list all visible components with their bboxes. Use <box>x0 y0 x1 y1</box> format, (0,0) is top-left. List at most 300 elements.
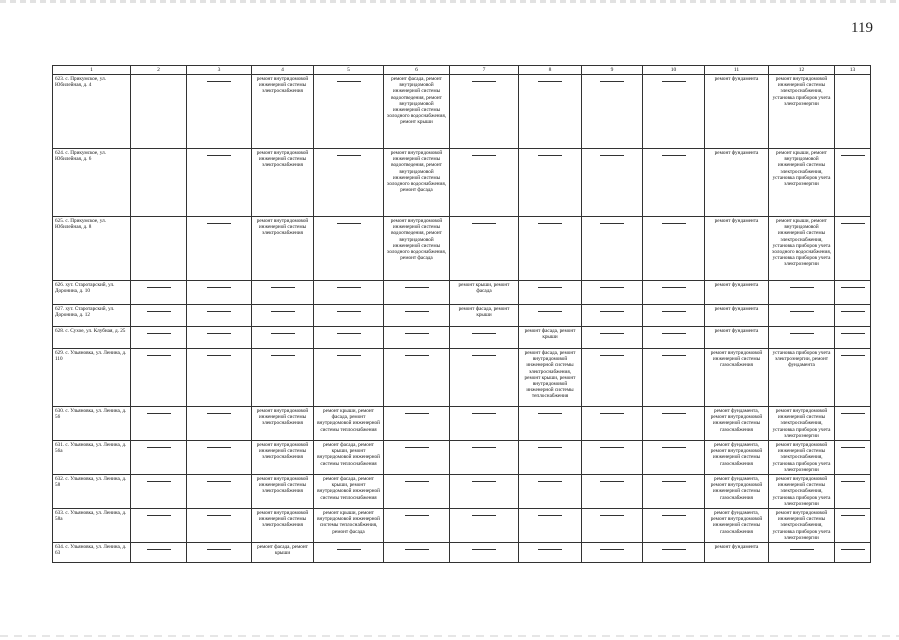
dash-mark <box>538 223 562 224</box>
work-description-cell: ремонт внутридомовой инженерной системы электроснабжения <box>252 509 314 543</box>
address-text: с. Ульяновка, ул. Ленина, д. 110 <box>55 350 127 363</box>
address-text: с. Ульяновка, ул. Ленина, д. 58 <box>55 476 127 489</box>
address-cell <box>53 281 131 305</box>
dash-mark <box>405 287 429 288</box>
empty-dash-cell <box>835 475 871 509</box>
column-number-cell: 10 <box>643 66 705 75</box>
dash-mark <box>472 333 496 334</box>
empty-dash-cell <box>384 441 450 475</box>
empty-dash-cell <box>187 475 252 509</box>
empty-dash-cell <box>252 281 314 305</box>
dash-mark <box>207 481 231 482</box>
empty-dash-cell <box>450 441 519 475</box>
address-cell <box>53 475 131 509</box>
dash-mark <box>790 287 814 288</box>
dash-mark <box>841 413 865 414</box>
dash-mark <box>147 481 171 482</box>
dash-mark <box>472 481 496 482</box>
dash-mark <box>472 223 496 224</box>
address-text: с. Прикумское, ул. Юбилейная, д. 4 <box>55 76 107 89</box>
empty-dash-cell <box>187 305 252 327</box>
dash-mark <box>405 549 429 550</box>
empty-dash-cell <box>582 305 643 327</box>
empty-dash-cell <box>384 305 450 327</box>
work-description-cell: ремонт фундамента <box>705 217 769 281</box>
empty-dash-cell <box>519 305 582 327</box>
empty-dash-cell <box>835 305 871 327</box>
dash-mark <box>600 447 624 448</box>
address-text: с. Ульяновка, ул. Ленина, д. 58а <box>55 510 127 523</box>
work-description-cell: ремонт фасада, ремонт крыши, ремонт внутридомовой инженерной системы теплоснабжения <box>314 441 384 475</box>
empty-dash-cell <box>450 217 519 281</box>
column-number-cell: 12 <box>769 66 835 75</box>
empty-dash-cell <box>384 281 450 305</box>
column-number-cell: 1 <box>53 66 131 75</box>
table-row <box>53 217 871 281</box>
empty-dash-cell <box>769 543 835 563</box>
dash-mark <box>600 549 624 550</box>
empty-dash-cell <box>131 305 187 327</box>
dash-mark <box>337 81 361 82</box>
empty-dash-cell <box>384 327 450 349</box>
row-number: 634. <box>55 544 65 551</box>
address-text: с. Ульяновка, ул. Ленина, д. 63 <box>55 544 127 557</box>
dash-mark <box>600 333 624 334</box>
work-description-cell: ремонт внутридомовой инженерной системы водоотведения, ремонт внутридомовой инженерной системы холодного водоснабжения, ремонт фасада <box>384 217 450 281</box>
work-description-cell: ремонт внутридомовой инженерной системы электроснабжения, установка приборов учета электроэнергии <box>769 509 835 543</box>
empty-dash-cell <box>384 475 450 509</box>
empty-dash-cell <box>384 349 450 407</box>
work-description-cell: ремонт внутридомовой инженерной системы электроснабжения <box>252 475 314 509</box>
empty-dash-cell <box>187 75 252 149</box>
empty-dash-cell <box>131 475 187 509</box>
dash-mark <box>662 549 686 550</box>
work-description-cell: ремонт фундамента, ремонт внутридомовой инженерной системы газоснабжения <box>705 475 769 509</box>
dash-mark <box>405 311 429 312</box>
dash-mark <box>472 515 496 516</box>
empty-dash-cell <box>187 281 252 305</box>
dash-mark <box>662 223 686 224</box>
empty-dash-cell <box>314 217 384 281</box>
dash-mark <box>337 355 361 356</box>
dash-mark <box>600 223 624 224</box>
empty-dash-cell <box>314 327 384 349</box>
dash-mark <box>538 287 562 288</box>
dash-mark <box>472 355 496 356</box>
column-number-cell: 5 <box>314 66 384 75</box>
work-description-cell: ремонт внутридомовой инженерной системы электроснабжения, установка приборов учета электроэнергии <box>769 475 835 509</box>
dash-mark <box>662 447 686 448</box>
row-number: 628. <box>55 328 65 334</box>
work-description-cell: ремонт внутридомовой инженерной системы электроснабжения, установка приборов учета электроэнергии <box>769 441 835 475</box>
dash-mark <box>841 333 865 334</box>
empty-dash-cell <box>450 149 519 217</box>
empty-dash-cell <box>643 281 705 305</box>
dash-mark <box>207 355 231 356</box>
dash-mark <box>147 355 171 356</box>
dash-mark <box>147 333 171 334</box>
address-cell <box>53 305 131 327</box>
table-row <box>53 305 871 327</box>
work-description-cell: ремонт внутридомовой инженерной системы электроснабжения <box>252 149 314 217</box>
dash-mark <box>405 355 429 356</box>
dash-mark <box>147 311 171 312</box>
work-description-cell: ремонт фундамента <box>705 327 769 349</box>
dash-mark <box>147 413 171 414</box>
table-row <box>53 543 871 563</box>
empty-dash-cell <box>582 75 643 149</box>
empty-dash-cell <box>769 281 835 305</box>
empty-dash-cell <box>314 305 384 327</box>
work-description-cell: ремонт фундамента <box>705 149 769 217</box>
empty-dash-cell <box>643 407 705 441</box>
dash-mark <box>538 447 562 448</box>
dash-mark <box>662 287 686 288</box>
column-number-cell: 8 <box>519 66 582 75</box>
work-description-cell <box>835 75 871 149</box>
empty-dash-cell <box>643 305 705 327</box>
empty-dash-cell <box>314 75 384 149</box>
dash-mark <box>841 287 865 288</box>
dash-mark <box>662 81 686 82</box>
dash-mark <box>337 155 361 156</box>
page-number: 119 <box>851 20 873 36</box>
empty-dash-cell <box>187 349 252 407</box>
dash-mark <box>600 287 624 288</box>
empty-dash-cell <box>582 349 643 407</box>
column-number-row <box>53 66 871 75</box>
empty-dash-cell <box>519 475 582 509</box>
dash-mark <box>337 223 361 224</box>
work-description-cell: ремонт фундамента <box>705 75 769 149</box>
column-number-cell: 13 <box>835 66 871 75</box>
address-cell <box>53 149 131 217</box>
row-number: 630. <box>55 408 65 414</box>
dash-mark <box>600 155 624 156</box>
work-description-cell <box>131 217 187 281</box>
empty-dash-cell <box>835 543 871 563</box>
empty-dash-cell <box>252 327 314 349</box>
address-text: с. Ульяновка, ул. Ленина, д. 56 <box>55 408 127 421</box>
address-cell <box>53 75 131 149</box>
dash-mark <box>472 81 496 82</box>
dash-mark <box>207 155 231 156</box>
column-number-cell: 7 <box>450 66 519 75</box>
empty-dash-cell <box>519 75 582 149</box>
empty-dash-cell <box>187 543 252 563</box>
dash-mark <box>600 311 624 312</box>
dash-mark <box>538 549 562 550</box>
dash-mark <box>662 333 686 334</box>
empty-dash-cell <box>643 327 705 349</box>
dash-mark <box>337 549 361 550</box>
empty-dash-cell <box>582 475 643 509</box>
empty-dash-cell <box>384 407 450 441</box>
address-text: с. Прикумское, ул. Юбилейная, д. 8 <box>55 218 107 231</box>
empty-dash-cell <box>314 149 384 217</box>
empty-dash-cell <box>643 543 705 563</box>
dash-mark <box>790 311 814 312</box>
work-description-cell: ремонт внутридомовой инженерной системы водоотведения, ремонт внутридомовой инженерной системы холодного водоснабжения, ремонт фасада <box>384 149 450 217</box>
work-description-cell: ремонт внутридомовой инженерной системы электроснабжения <box>252 217 314 281</box>
empty-dash-cell <box>835 217 871 281</box>
column-number-cell: 11 <box>705 66 769 75</box>
dash-mark <box>600 81 624 82</box>
empty-dash-cell <box>131 281 187 305</box>
work-description-cell: ремонт крыши, ремонт внутридомовой инженерной системы теплоснабжения, ремонт фасада <box>314 509 384 543</box>
empty-dash-cell <box>314 543 384 563</box>
table-row <box>53 509 871 543</box>
row-number: 625. <box>55 218 65 224</box>
empty-dash-cell <box>582 217 643 281</box>
empty-dash-cell <box>187 327 252 349</box>
empty-dash-cell <box>582 149 643 217</box>
dash-mark <box>538 311 562 312</box>
empty-dash-cell <box>252 305 314 327</box>
dash-mark <box>841 311 865 312</box>
empty-dash-cell <box>835 407 871 441</box>
dash-mark <box>207 223 231 224</box>
empty-dash-cell <box>131 349 187 407</box>
empty-dash-cell <box>769 305 835 327</box>
scan-edge-top <box>0 0 899 3</box>
empty-dash-cell <box>131 543 187 563</box>
dash-mark <box>538 413 562 414</box>
work-description-cell: ремонт фундамента <box>705 305 769 327</box>
work-description-cell: ремонт внутридомовой инженерной системы электроснабжения <box>252 407 314 441</box>
dash-mark <box>472 447 496 448</box>
work-description-cell: ремонт внутридомовой инженерной системы электроснабжения <box>252 441 314 475</box>
dash-mark <box>271 333 295 334</box>
dash-mark <box>207 287 231 288</box>
column-number-cell: 2 <box>131 66 187 75</box>
empty-dash-cell <box>643 441 705 475</box>
dash-mark <box>841 549 865 550</box>
dash-mark <box>841 223 865 224</box>
dash-mark <box>405 481 429 482</box>
empty-dash-cell <box>187 217 252 281</box>
dash-mark <box>405 447 429 448</box>
empty-dash-cell <box>450 327 519 349</box>
row-number: 629. <box>55 350 65 356</box>
empty-dash-cell <box>519 407 582 441</box>
dash-mark <box>271 311 295 312</box>
empty-dash-cell <box>131 509 187 543</box>
dash-mark <box>147 549 171 550</box>
dash-mark <box>207 549 231 550</box>
address-text: с. Ульяновка, ул. Ленина, д. 56а <box>55 442 127 455</box>
dash-mark <box>600 413 624 414</box>
dash-mark <box>337 311 361 312</box>
dash-mark <box>207 413 231 414</box>
dash-mark <box>147 447 171 448</box>
dash-mark <box>841 515 865 516</box>
empty-dash-cell <box>252 349 314 407</box>
empty-dash-cell <box>131 407 187 441</box>
dash-mark <box>405 515 429 516</box>
row-number: 626. <box>55 282 65 288</box>
empty-dash-cell <box>835 509 871 543</box>
work-description-cell: ремонт фундамента, ремонт внутридомовой инженерной системы газоснабжения <box>705 441 769 475</box>
empty-dash-cell <box>835 149 871 217</box>
empty-dash-cell <box>384 543 450 563</box>
empty-dash-cell <box>643 475 705 509</box>
work-description-cell <box>131 149 187 217</box>
dash-mark <box>662 355 686 356</box>
work-description-cell: ремонт фасада, ремонт крыши <box>450 305 519 327</box>
row-number: 632. <box>55 476 65 483</box>
dash-mark <box>662 515 686 516</box>
empty-dash-cell <box>769 327 835 349</box>
empty-dash-cell <box>519 509 582 543</box>
dash-mark <box>790 333 814 334</box>
dash-mark <box>271 287 295 288</box>
work-description-cell: ремонт фасада, ремонт крыши <box>519 327 582 349</box>
work-description-cell: ремонт фундамента, ремонт внутридомовой инженерной системы газоснабжения <box>705 407 769 441</box>
address-cell <box>53 543 131 563</box>
dash-mark <box>472 413 496 414</box>
empty-dash-cell <box>582 281 643 305</box>
table-row <box>53 349 871 407</box>
work-description-cell: установка приборов учета электроэнергии, ремонт фундамента <box>769 349 835 407</box>
address-cell <box>53 327 131 349</box>
empty-dash-cell <box>187 407 252 441</box>
dash-mark <box>207 311 231 312</box>
table-row <box>53 407 871 441</box>
dash-mark <box>147 515 171 516</box>
table-row <box>53 149 871 217</box>
table-row <box>53 475 871 509</box>
dash-mark <box>662 481 686 482</box>
scan-edge-bottom <box>0 635 899 637</box>
dash-mark <box>207 515 231 516</box>
empty-dash-cell <box>582 543 643 563</box>
dash-mark <box>841 481 865 482</box>
empty-dash-cell <box>450 543 519 563</box>
row-number: 627. <box>55 306 65 312</box>
empty-dash-cell <box>835 327 871 349</box>
address-text: хут. Старотарский, ул. Доронина, д. 12 <box>55 306 115 319</box>
dash-mark <box>841 447 865 448</box>
empty-dash-cell <box>519 281 582 305</box>
empty-dash-cell <box>450 75 519 149</box>
empty-dash-cell <box>582 441 643 475</box>
address-text: с. Прикумское, ул. Юбилейная, д. 6 <box>55 150 107 163</box>
work-description-cell: ремонт внутридомовой инженерной системы электроснабжения <box>252 75 314 149</box>
dash-mark <box>538 155 562 156</box>
empty-dash-cell <box>384 509 450 543</box>
dash-mark <box>841 155 865 156</box>
column-number-cell: 4 <box>252 66 314 75</box>
dash-mark <box>405 413 429 414</box>
empty-dash-cell <box>314 281 384 305</box>
column-number-cell: 6 <box>384 66 450 75</box>
empty-dash-cell <box>450 475 519 509</box>
empty-dash-cell <box>450 407 519 441</box>
work-description-cell <box>131 75 187 149</box>
table-row <box>53 281 871 305</box>
empty-dash-cell <box>582 327 643 349</box>
dash-mark <box>337 287 361 288</box>
dash-mark <box>538 481 562 482</box>
work-description-cell: ремонт фасада, ремонт внутридомовой инженерной системы водоотведения, ремонт внутридомовой инженерной системы холодного водоснабжения, ремонт крыши <box>384 75 450 149</box>
empty-dash-cell <box>582 509 643 543</box>
empty-dash-cell <box>643 75 705 149</box>
dash-mark <box>790 549 814 550</box>
empty-dash-cell <box>450 349 519 407</box>
work-description-cell: ремонт внутридомовой инженерной системы газоснабжения <box>705 349 769 407</box>
column-number-cell: 3 <box>187 66 252 75</box>
dash-mark <box>600 481 624 482</box>
dash-mark <box>662 413 686 414</box>
work-description-cell: ремонт внутридомовой инженерной системы электроснабжения, установка приборов учета электроэнергии <box>769 407 835 441</box>
dash-mark <box>662 311 686 312</box>
dash-mark <box>538 81 562 82</box>
work-description-cell: ремонт фасада, ремонт крыши, ремонт внутридомовой инженерной системы теплоснабжения <box>314 475 384 509</box>
address-cell <box>53 509 131 543</box>
work-description-cell: ремонт фасада, ремонт крыши <box>252 543 314 563</box>
empty-dash-cell <box>835 441 871 475</box>
dash-mark <box>600 515 624 516</box>
dash-mark <box>472 155 496 156</box>
row-number: 631. <box>55 442 65 449</box>
dash-mark <box>207 447 231 448</box>
dash-mark <box>538 515 562 516</box>
column-number-cell: 9 <box>582 66 643 75</box>
dash-mark <box>600 355 624 356</box>
dash-mark <box>662 155 686 156</box>
empty-dash-cell <box>187 509 252 543</box>
dash-mark <box>207 81 231 82</box>
work-description-cell: ремонт фундамента <box>705 281 769 305</box>
empty-dash-cell <box>519 441 582 475</box>
row-number: 633. <box>55 510 65 517</box>
work-description-cell: ремонт фасада, ремонт внутридомовой инженерной системы электроснабжения, ремонт крыши, ремонт внутридомовой инженерной системы теплоснабжения <box>519 349 582 407</box>
empty-dash-cell <box>131 327 187 349</box>
dash-mark <box>147 287 171 288</box>
work-description-cell: ремонт крыши, ремонт фасада <box>450 281 519 305</box>
work-description-cell: ремонт крыши, ремонт внутридомовой инженерной системы электроснабжения, установка приборов учета холодного водоснабжения, установка приборов учета электроэнергии <box>769 217 835 281</box>
work-description-cell: ремонт внутридомовой инженерной системы электроснабжения, установка приборов учета электроэнергии <box>769 75 835 149</box>
row-number: 623. <box>55 76 65 82</box>
empty-dash-cell <box>187 441 252 475</box>
repair-schedule-table <box>52 65 871 563</box>
table-body <box>53 66 871 563</box>
address-text: с. Сухое, ул. Клубная, д. 25 <box>65 328 126 334</box>
dash-mark <box>337 333 361 334</box>
dash-mark <box>207 333 231 334</box>
dash-mark <box>271 355 295 356</box>
empty-dash-cell <box>314 349 384 407</box>
row-number: 624. <box>55 150 65 156</box>
empty-dash-cell <box>131 441 187 475</box>
work-description-cell: ремонт крыши, ремонт внутридомовой инженерной системы электроснабжения, установка приборов учета электроэнергии <box>769 149 835 217</box>
empty-dash-cell <box>450 509 519 543</box>
work-description-cell: ремонт крыши, ремонт фасада, ремонт внутридомовой инженерной системы теплоснабжения <box>314 407 384 441</box>
dash-mark <box>472 549 496 550</box>
address-text: хут. Старотарский, ул. Доронина, д. 10 <box>55 282 115 295</box>
empty-dash-cell <box>187 149 252 217</box>
empty-dash-cell <box>519 543 582 563</box>
empty-dash-cell <box>519 217 582 281</box>
table-row <box>53 75 871 149</box>
dash-mark <box>841 355 865 356</box>
table-row <box>53 327 871 349</box>
address-cell <box>53 407 131 441</box>
empty-dash-cell <box>835 281 871 305</box>
dash-mark <box>405 333 429 334</box>
empty-dash-cell <box>643 509 705 543</box>
